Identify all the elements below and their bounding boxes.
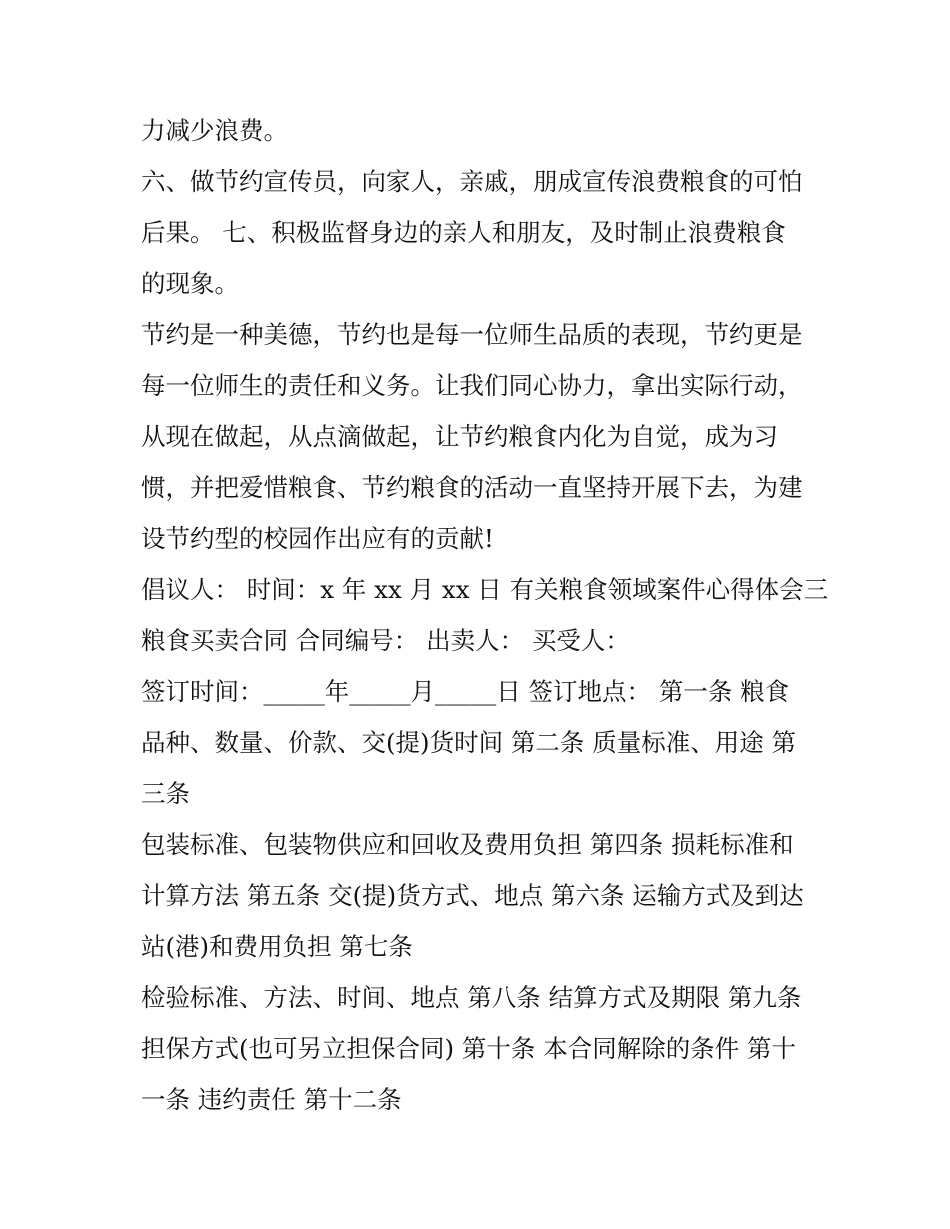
text-line: 品种、数量、价款、交(提)货时间 第二条 质量标准、用途 第 xyxy=(141,728,796,757)
text-line: 后果。 七、积极监督身边的亲人和朋友，及时制止浪费粮食 xyxy=(141,218,786,247)
text-line: 计算方法 第五条 交(提)货方式、地点 第六条 运输方式及到达 xyxy=(141,881,804,910)
text-line: 的现象。 xyxy=(141,269,239,298)
text-line: 节约是一种美德，节约也是每一位师生品质的表现，节约更是 xyxy=(141,320,803,349)
document-body xyxy=(141,105,829,1125)
text-line: 包装标准、包装物供应和回收及费用负担 第四条 损耗标准和 xyxy=(141,830,794,859)
text-line: 惯，并把爱惜粮食、节约粮食的活动一直坚持开展下去，为建 xyxy=(141,473,803,502)
text-line: 站(港)和费用负担 第七条 xyxy=(141,932,413,961)
text-line: 签订时间：_____年_____月_____日 签订地点： 第一条 粮食 xyxy=(141,677,790,706)
text-line: 担保方式(也可另立担保合同) 第十条 本合同解除的条件 第十 xyxy=(141,1034,796,1063)
text-line: 从现在做起，从点滴做起，让节约粮食内化为自觉，成为习 xyxy=(141,422,778,451)
text-line: 一条 违约责任 第十二条 xyxy=(141,1085,402,1114)
text-line: 六、做节约宣传员，向家人，亲戚，朋成宣传浪费粮食的可怕 xyxy=(141,167,803,196)
text-line: 设节约型的校园作出应有的贡献! xyxy=(141,524,494,553)
text-line: 三条 xyxy=(141,779,190,808)
text-line: 检验标准、方法、时间、地点 第八条 结算方式及期限 第九条 xyxy=(141,983,802,1012)
text-line: 每一位师生的责任和义务。让我们同心协力，拿出实际行动， xyxy=(141,371,803,400)
text-line: 粮食买卖合同 合同编号： 出卖人： 买受人： xyxy=(141,626,630,655)
text-line: 倡议人： 时间：x 年 xx 月 xx 日 有关粮食领域案件心得体会三 xyxy=(141,575,829,604)
text-line: 力减少浪费。 xyxy=(141,116,288,145)
